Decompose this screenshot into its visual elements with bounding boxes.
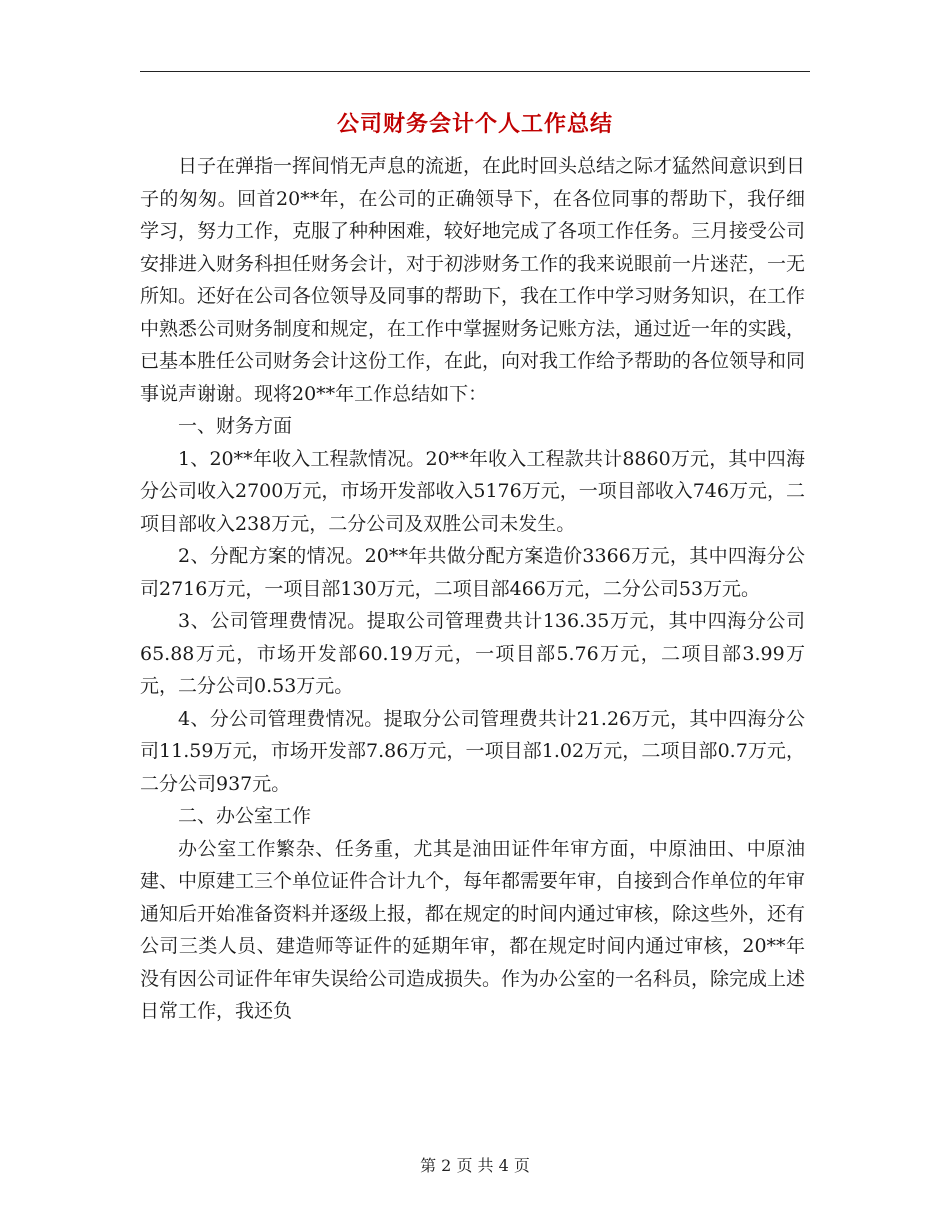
- page-number-footer: 第 2 页 共 4 页: [420, 1156, 530, 1175]
- document-body: [140, 150, 805, 1028]
- paragraph-office-work: 办公室工作繁杂、任务重，尤其是油田证件年审方面，中原油田、中原油建、中原建工三个单位证件合计九个，每年都需要年审，自接到合作单位的年审通知后开始准备资料并逐级上报，都在规定的时间内通过审核，除这些外，还有公司三类人员、建造师等证件的延期年审，都在规定时间内通过审核，20**年没有因公司证件年审失误给公司造成损失。作为办公室的一名科员，除完成上述日常工作，我还负: [140, 837, 806, 1022]
- paragraph-item-3: 3、公司管理费情况。提取公司管理费共计136.35万元，其中四海分公司65.88万元，市场开发部60.19万元，一项目部5.76万元，二项目部3.99万元，二分公司0.53万元。: [140, 610, 805, 697]
- section-heading-finance: 一、财务方面: [178, 415, 293, 437]
- section-heading-office: 二、办公室工作: [178, 805, 312, 827]
- paragraph-item-4: 4、分公司管理费情况。提取分公司管理费共计21.26万元，其中四海分公司11.59万元，市场开发部7.86万元，一项目部1.02万元，二项目部0.7万元，二分公司937元。: [140, 707, 805, 795]
- document-title: 公司财务会计个人工作总结: [336, 112, 613, 137]
- paragraph-item-1: 1、20**年收入工程款情况。20**年收入工程款共计8860万元，其中四海分公司收入2700万元，市场开发部收入5176万元，一项目部收入746万元，二项目部收入238万元，二分公司及双胜公司未发生。: [140, 447, 805, 535]
- paragraph-item-2: 2、分配方案的情况。20**年共做分配方案造价3366万元，其中四海分公司2716万元，一项目部130万元，二项目部466万元，二分公司53万元。: [140, 545, 805, 600]
- paragraph-intro: 日子在弹指一挥间悄无声息的流逝，在此时回头总结之际才猛然间意识到日子的匆匆。回首20**年，在公司的正确领导下，在各位同事的帮助下，我仔细学习，努力工作，克服了种种困难，较好地完成了各项工作任务。三月接受公司安排进入财务科担任财务会计，对于初涉财务工作的我来说眼前一片迷茫，一无所知。还好在公司各位领导及同事的帮助下，我在工作中学习财务知识，在工作中熟悉公司财务制度和规定，在工作中掌握财务记账方法，通过近一年的实践，已基本胜任公司财务会计这份工作，在此，向对我工作给予帮助的各位领导和同事说声谢谢。现将20**年工作总结如下：: [140, 155, 806, 405]
- header-rule: [140, 71, 810, 72]
